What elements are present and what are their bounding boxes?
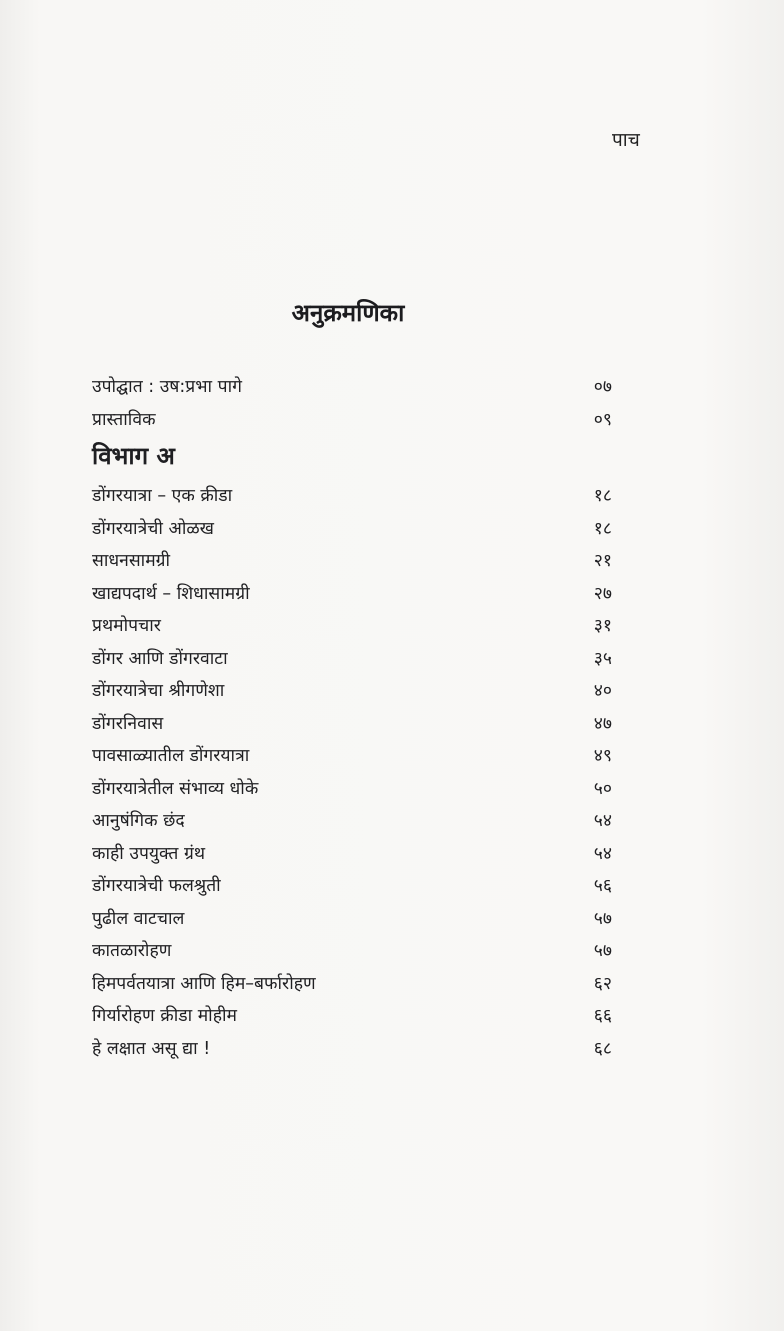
toc-entry-label: साधनसामग्री [92,551,171,571]
toc-entry-label: खाद्यपदार्थ – शिधासामग्री [92,583,250,604]
toc-entry-page: ४० [593,681,612,701]
page-title-text: अनुक्रमणिका [291,299,405,327]
toc-entry [92,838,612,871]
toc-entry-page: ६८ [593,1038,612,1059]
toc-entry-label: डोंगरयात्रेतील संभाव्य धोके [92,778,259,799]
toc-entry-page: २१ [593,551,612,571]
toc-entry-label: डोंगरनिवास [92,713,164,734]
toc-entry-label: प्रथमोपचार [92,616,161,636]
toc-entry-label: काही उपयुक्त ग्रंथ [92,843,206,864]
toc-entry-label: पावसाळ्यातील डोंगरयात्रा [92,746,250,766]
toc-entry-page: १८ [593,518,612,539]
toc-entry [92,740,612,773]
toc-entry-page: ५० [593,778,612,799]
toc-entry [92,545,612,578]
toc-entry-page: ५४ [593,811,612,831]
toc-entry [92,480,612,513]
toc-entry-page: २७ [593,583,612,604]
toc-entry [92,513,612,546]
toc-entry-page: ६२ [593,973,612,994]
toc-entry [92,578,612,611]
page-title [0,296,784,329]
toc-entry [92,371,612,404]
table-of-contents [92,371,612,1065]
toc-entry-page: ३१ [593,616,612,636]
toc-entry-page: ०९ [593,409,612,430]
toc-entry [92,903,612,936]
toc-entry [92,675,612,708]
toc-entry-label: डोंगरयात्रेची फलश्रुती [92,876,221,896]
toc-entry-label: उपोद्घात : उष:प्रभा पागे [92,377,242,397]
toc-entry-page: ५७ [593,908,612,929]
toc-entry-page: ५७ [593,941,612,961]
toc-entry-page: ४७ [593,713,612,734]
toc-entry-page: १८ [593,486,612,506]
toc-entry [92,870,612,903]
toc-entry-label: डोंगर आणि डोंगरवाटा [92,648,228,669]
toc-entry-label: प्रास्ताविक [92,409,156,430]
toc-entry-page: ४९ [593,746,612,766]
toc-entry-label: डोंगरयात्रेचा श्रीगणेशा [92,681,225,701]
toc-entry-label: आनुषंगिक छंद [92,811,185,831]
toc-entry-page: ६६ [593,1006,612,1026]
toc-entry-page: ३५ [593,648,612,669]
toc-entry [92,773,612,806]
toc-entry-page: ०७ [593,377,612,397]
toc-entry [92,610,612,643]
toc-entry-label: गिर्यारोहण क्रीडा मोहीम [92,1006,237,1026]
toc-entry-label: कातळारोहण [92,941,172,961]
toc-entry-label: डोंगरयात्रेची ओळख [92,518,214,539]
toc-entry [92,404,612,437]
page-number: पाच [612,129,640,151]
toc-entry [92,805,612,838]
toc-entry-label: हे लक्षात असू द्या ! [92,1038,211,1059]
section-heading: विभाग अ [92,442,175,470]
toc-entry-label: पुढील वाटचाल [92,908,185,929]
toc-entry [92,968,612,1001]
toc-entry-label: डोंगरयात्रा – एक क्रीडा [92,486,233,506]
toc-entry [92,935,612,968]
toc-entry [92,708,612,741]
toc-entry [92,643,612,676]
toc-entry-page: ५४ [593,843,612,864]
toc-entry-label: हिमपर्वतयात्रा आणि हिम–बर्फारोहण [92,973,316,994]
toc-entry [92,1033,612,1066]
toc-entry-page: ५६ [593,876,612,896]
toc-entry [92,1000,612,1033]
